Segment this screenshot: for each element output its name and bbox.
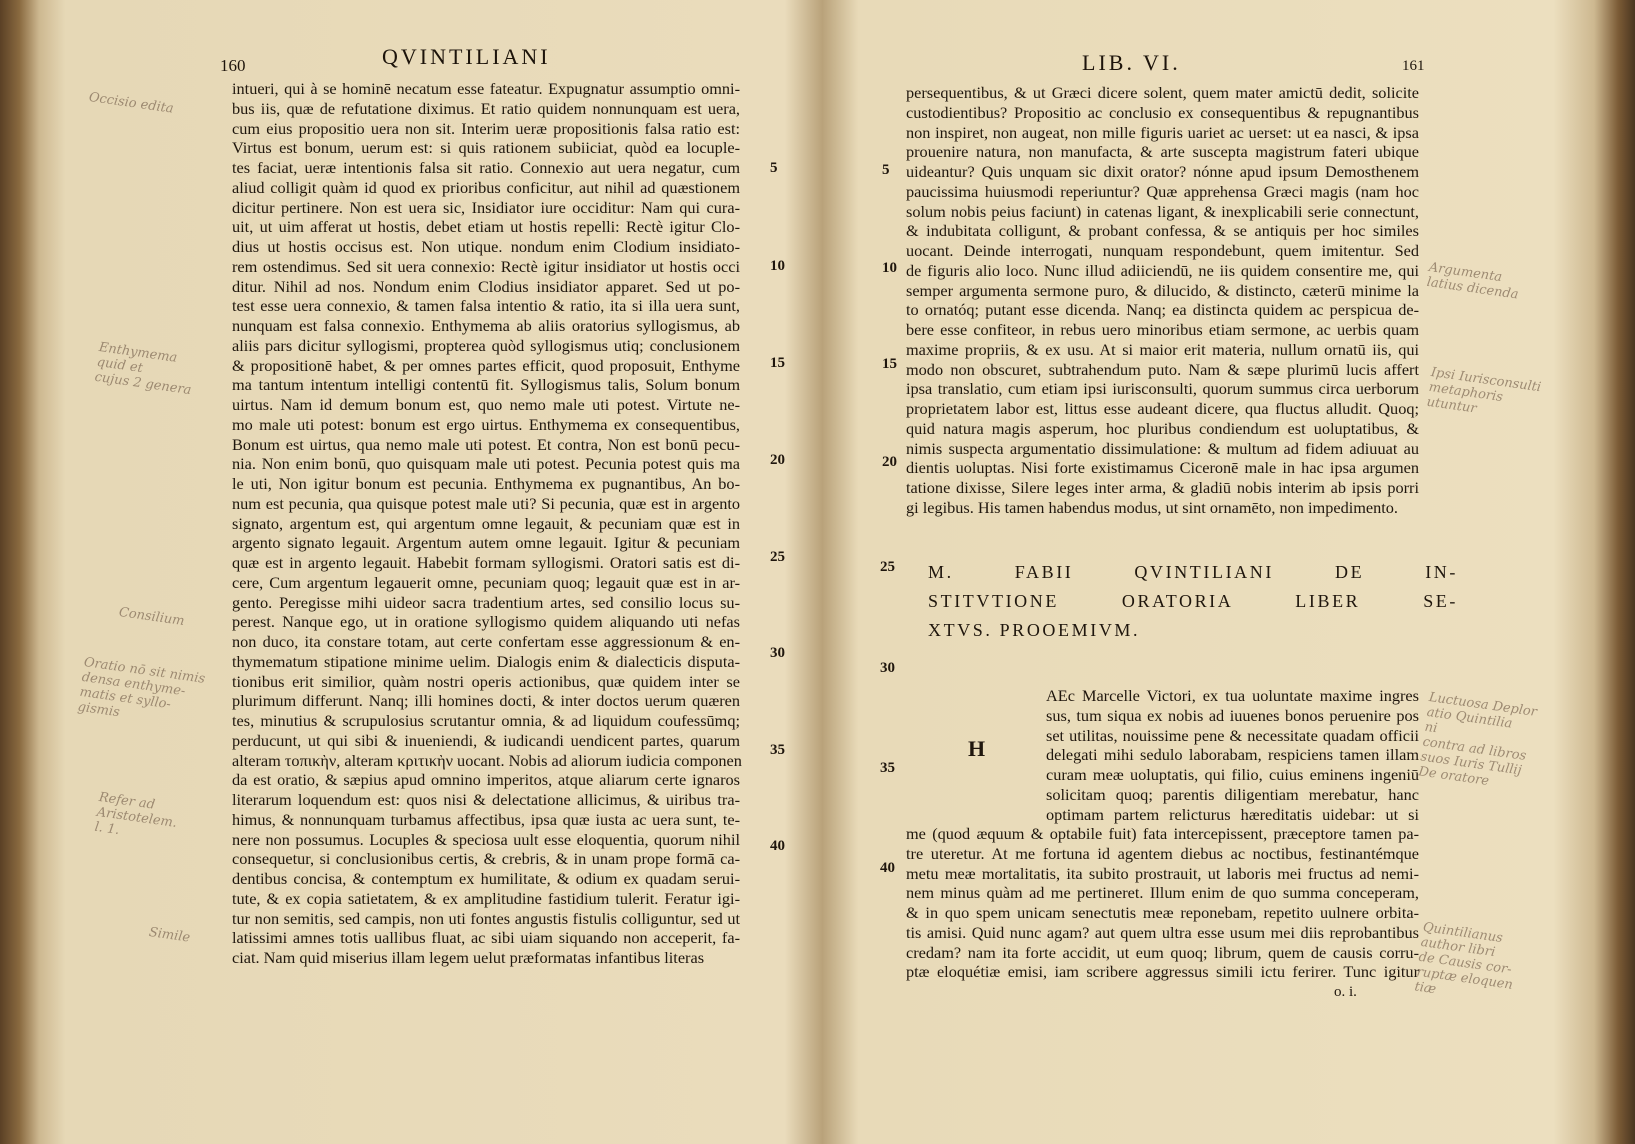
text-line: & indubitata colligunt, & probant confessa, & se antiquis per hoc similes: [906, 221, 1419, 241]
text-line: non duco, ita constare totam, aut certe confertam esse aggressionum & en-: [232, 632, 740, 651]
text-line: solum nobis peius faciunt) in catenas ligant, & inexplicabili serie connectunt,: [906, 201, 1419, 221]
text-line: proprietatem labor est, littus esse audeant dicere, qua fluctus alludit. Quoq;: [906, 399, 1419, 418]
text-line: nia. Non enim bonū, quo quisquam male uti potest. Pecunia potest quis ma: [232, 454, 740, 474]
text-line: de figuris alio loco. Nunc illud adiiciendū, ne iis quidem consentire me, qui: [906, 260, 1419, 280]
left-page: [20, 0, 825, 1144]
text-line: alteram τοπικὴν, alteram κριτικὴν uocant. Nobis ad aliorum iudicia componen: [232, 750, 742, 770]
left-running-head: QVINTILIANI: [382, 44, 551, 69]
line-number: 5: [882, 162, 890, 178]
text-line: bus iis, quæ de refutatione diximus. Et ratio quidem nonnunquam est uera,: [232, 98, 740, 118]
text-line: signato, argentum est, qui argentum omne legauit, & pecuniam quæ est in: [232, 513, 740, 533]
drop-cap: H: [968, 736, 986, 761]
text-line: argento signato legauit. Argentum autem omne legauit. Igitur & pecuniam: [232, 533, 740, 553]
text-line: tute, & ex copia satietatem, & ex amplitudine fastidium tulerit. Feratur igi-: [232, 888, 740, 908]
text-line: non inspiret, non augeat, non mille figuris uariet ac uerset: ut ea nasci, & ipsa: [906, 122, 1419, 142]
text-line: nunquam est falsa connexio. Enthymema ab aliis oratorius syllogismus, ab: [232, 316, 740, 335]
text-line: uit, ut uim afferat ut hostis, debet etiam ut hostis repelli: Rectè igitur Clo-: [232, 217, 740, 237]
right-running-head: LIB. VI.: [1082, 50, 1181, 75]
text-line: to ornatóq; putant esse dicenda. Nanq; ea distincta quidem ac perspicua de-: [906, 300, 1419, 320]
text-line: set utilitas, nouissime pene & necessitate quadam officii: [1046, 725, 1419, 745]
handwritten-note: Oratio nō sit nimis densa enthyme- matis et syllo- gismis: [76, 655, 206, 721]
line-number: 25: [770, 549, 785, 565]
text-line: latissimi amnes totis uallibus fluat, ac sibi uiam siquando non acceperit, fa-: [232, 928, 740, 948]
handwritten-note: Occisio edita: [87, 90, 175, 117]
line-number: 30: [880, 660, 895, 676]
text-line: nem minus quàm ad me pertineret. Illum enim de quo summa conceperam,: [906, 883, 1419, 903]
text-line: me (quod æquum & optabile fuit) fata intercepissent, præceptore tamen pa-: [906, 824, 1419, 843]
text-line: thymematum stipatione minime uelim. Dialogis enim & dialecticis disputa-: [232, 651, 740, 671]
right-page-number: 161: [1402, 58, 1425, 74]
text-line: ciat. Nam quid miserius illam legem uelut præformatas infantibus literas: [232, 948, 705, 967]
text-line: ptæ eloquétiæ emisi, iam scribere aggressus simili ictu ferirer. Tunc igitur: [906, 962, 1419, 982]
text-line: perducunt, ut qui sibi & inueniendi, & iudicandi uendicent partes, quarum: [232, 730, 740, 750]
text-line: sus, tum siqua ex nobis ad iuuenes bonos peruenire pos: [1046, 705, 1419, 725]
text-line: solicitam quoq; parentis diligentiam merebatur, hanc: [1046, 784, 1419, 804]
text-line: ditur. Nihil ad nos. Nondum enim Clodius insidiator apparet. Sed ut po-: [232, 276, 740, 296]
book-heading-line-3: XTVS. PROOEMIVM.: [928, 620, 1141, 640]
line-number: 10: [882, 260, 897, 276]
text-line: gi legibus. His tamen habendus modus, ut sint ornamēto, non impedimento.: [906, 497, 1398, 517]
line-number: 35: [770, 742, 785, 758]
line-number: 30: [770, 645, 785, 661]
handwritten-note: Argumenta latius dicenda: [1425, 260, 1520, 303]
text-line: cum eius propositio uera non sit. Interim ueræ propositionis falsa ratio est:: [232, 118, 740, 138]
text-line: himus, & nonnunquam turbamus affectibus, ipsa quæ iusta ac uera sunt, te-: [232, 809, 740, 829]
text-line: ma tantum intentum intelligi contentū fit. Syllogismus talis, Solum bonum: [232, 375, 740, 395]
book-heading-line-2: STITVTIONE ORATORIA LIBER SE-: [928, 591, 1458, 611]
proem-indented-text: [1046, 686, 1419, 824]
text-line: dius ut hostis occisus est. Non utique. nondum enim Clodium insidiato-: [232, 237, 740, 256]
text-line: uocant. Deinde interrogati, nunquam respondebunt, quem imitentur. Sed: [906, 241, 1419, 260]
text-line: dicitur pertinere. Non est uera sic, Insidiator iure occiditur: Nam qui cura-: [232, 197, 740, 217]
text-line: persequentibus, & ut Græci dicere solent, quem mater amictū dedit, solicite: [906, 83, 1419, 102]
handwritten-note: Enthymema quid et cujus 2 genera: [93, 340, 193, 399]
text-line: credam? nam ita forte accidit, ut eum quoq; librum, quem de causis corru-: [906, 942, 1419, 962]
text-line: tes, minutius & scrupulosius scrutantur omnia, & ad liquidum coufessūmq;: [232, 711, 740, 730]
text-line: prouenire natura, non manufacta, & arte suscepta magistrum fateri ubique: [906, 142, 1419, 162]
text-line: le uti, Non igitur bonum est pecunia. Enthymema ex pugnantibus, An bo-: [232, 474, 740, 493]
text-line: tis amisi. Quid nunc agam? aut quem ultra esse usum mei diis reprobantibus: [906, 922, 1419, 942]
book-heading: [928, 558, 1458, 645]
text-line: intueri, qui à se hominē necatum esse fateatur. Expugnatur assumptio omni-: [232, 79, 740, 98]
text-line: optimam partem relicturus hæreditatis uidebar: ut si: [1046, 804, 1419, 824]
text-line: paucissima huiusmodi reperiuntur? Quæ apprehensa Græci magis (nam hoc: [906, 181, 1419, 201]
text-line: tre uteretur. At me fortuna id agentem diebus ac noctibus, festinantémque: [906, 843, 1419, 863]
text-line: aliis pars dicitur syllogismi, propterea quòd syllogismus utiq; conclusionem: [232, 335, 740, 355]
line-number: 25: [880, 559, 895, 575]
text-line: tes faciat, ueræ intentionis falsa sit ratio. Connexio aut uera negatur, cum: [232, 158, 740, 177]
text-line: aliud colligit quàm id quod ex prioribus conficitur, aut nihil ad quæstionem: [232, 177, 740, 197]
text-line: mo male uti potest: bonum est ergo uirtus. Enthymema ex consequentibus,: [232, 414, 740, 434]
left-page-number: 160: [220, 56, 246, 75]
text-line: AEc Marcelle Victori, ex tua uoluntate maxime ingres: [1046, 686, 1419, 705]
handwritten-note: Simile: [147, 925, 192, 946]
text-line: curam meæ uoluptatis, qui filio, cuius eminens ingeniū: [1046, 765, 1419, 784]
text-line: dentibus concisa, & contemptum ex humilitate, & odium ex quadam serui-: [232, 869, 740, 888]
text-line: nere non possumus. Locuples & speciosa uult esse eloquentia, quorum nihil: [232, 829, 740, 849]
signature-mark: o. i.: [1334, 984, 1357, 1000]
text-line: bere esse confiteor, in rebus uero minoribus etiam sermone, ac uerbis quam: [906, 320, 1419, 339]
text-line: & in quo spem unicam senectutis meæ reponebam, repetito uulnere orbita-: [906, 903, 1419, 922]
line-number: 40: [880, 860, 895, 876]
left-body-text: [232, 79, 740, 968]
text-line: ipsa translatio, cum etiam ipsi iurisconsulti, quorum summus circa uerborum: [906, 379, 1419, 399]
text-line: uideantur? Quis unquam sic dixit orator? nónne apud ipsum Demosthenem: [906, 162, 1419, 181]
text-line: perest. Nanque ego, ut in oratione syllogismo quidem aliquando uti nefas: [232, 612, 740, 632]
text-line: plurimum differunt. Nanq; illi homines docti, & inter doctos uerum quæren: [232, 691, 740, 711]
handwritten-note: Refer ad Aristotelem. l. 1.: [93, 790, 178, 839]
text-line: Virtus est bonum, uerum est: si quis rationem subiiciat, quòd ea locuple-: [232, 138, 740, 158]
text-line: test esse uera connexio, & tamen falsa intentio & ratio, ita si illa uera sunt,: [232, 296, 740, 316]
text-line: consequetur, si conclusionibus certis, & crebris, & in unam prope formā ca-: [232, 849, 740, 869]
handwritten-note: Ipsi Iurisconsulti metaphoris utuntur: [1425, 365, 1542, 417]
text-line: literarum loquendum est: quos nisi & delectatione allicimus, & uiribus tra-: [232, 790, 740, 809]
text-line: maxime propriis, & ex usu. At si maior erit materia, nullum ornatū iis, qui: [906, 339, 1419, 359]
text-line: tur non semitis, sed campis, non uti fontes angustis fistulis colliguntur, sed ut: [232, 908, 740, 928]
text-line: da est oratio, & sæpius apud omnino imperitos, atque aliarum certe ignaros: [232, 770, 740, 790]
line-number: 20: [770, 452, 785, 468]
handwritten-note: Luctuosa Deplor atio Quintilia ni contra ad libros suos Iuris Tullij De oratore: [1417, 690, 1538, 790]
text-line: rem ostendimus. Sed sit uera connexio: Rectè igitur insidiator ut hostis occi: [232, 256, 740, 276]
text-line: semper argumenta sermone puro, & dilucido, & distincto, cæterū minime la: [906, 280, 1419, 300]
line-number: 35: [880, 760, 895, 776]
handwritten-note: Consilium: [117, 605, 186, 630]
text-line: & propositionē habet, & per omnes partes efficit, quod proposuit, Enthyme: [232, 355, 740, 375]
text-line: tionibus erit similior, quàm nostri operis actionibus, quæ quidem inter se: [232, 671, 740, 691]
line-number: 10: [770, 258, 785, 274]
line-number: 15: [770, 355, 785, 371]
text-line: modo non obscuret, subtrahendum puto. Nam & sæpe plurimū lucis affert: [906, 359, 1419, 379]
text-line: metu meæ mortalitatis, ita subito prostrauit, ut laboris mei fructus ad nemi-: [906, 863, 1419, 883]
text-line: nimis suspecta argumentatio dissimulatione: & multum ad fidem adiuuat au: [906, 438, 1419, 458]
text-line: quid natura magis asperum, hoc pluribus condiendum est uoluptatibus, &: [906, 418, 1419, 438]
line-number: 40: [770, 838, 785, 854]
text-line: quæ est in argento legauit. Habebit formam syllogismi. Oratori satis est di-: [232, 553, 740, 572]
line-number: 20: [882, 454, 897, 470]
text-line: cere, Cum argentum legauerit omne, pecuniam quoq; legauit quæ est in ar-: [232, 572, 740, 592]
text-line: uirtus. Nam id demum bonum est, quo nemo male uti potest. Virtute ne-: [232, 395, 740, 414]
handwritten-note: Quintilianus author libri de Causis cor- ruptæ eloquen tiæ: [1413, 920, 1514, 998]
book-heading-line-1: M. FABII QVINTILIANI DE IN-: [928, 562, 1458, 582]
text-line: num est pecunia, qua quisque potest male uti? Si pecunia, quæ est in argento: [232, 493, 740, 513]
line-number: 15: [882, 356, 897, 372]
text-line: custodientibus? Propositio ac conclusio ex consequentibus & repugnantibus: [906, 102, 1419, 122]
text-line: tatione dixisse, Silere leges inter arma, & gladiū nobis interim ab ipsis porri: [906, 478, 1419, 497]
text-line: dientis uoluptas. Nisi forte existimamus Ciceronē male in hac ipsa argumen: [906, 458, 1419, 478]
proem-text: [906, 824, 1419, 982]
right-body-text: [906, 83, 1419, 518]
text-line: delegati mihi sedulo laborabam, respiciens tamen illam: [1046, 745, 1419, 765]
text-line: gento. Peregisse mihi uideor sacra tradentium artes, sed consilio locus su-: [232, 592, 740, 612]
text-line: Bonum est uirtus, qua nemo male uti potest. Et contra, Non est bonū pecu-: [232, 434, 740, 454]
line-number: 5: [770, 160, 778, 176]
